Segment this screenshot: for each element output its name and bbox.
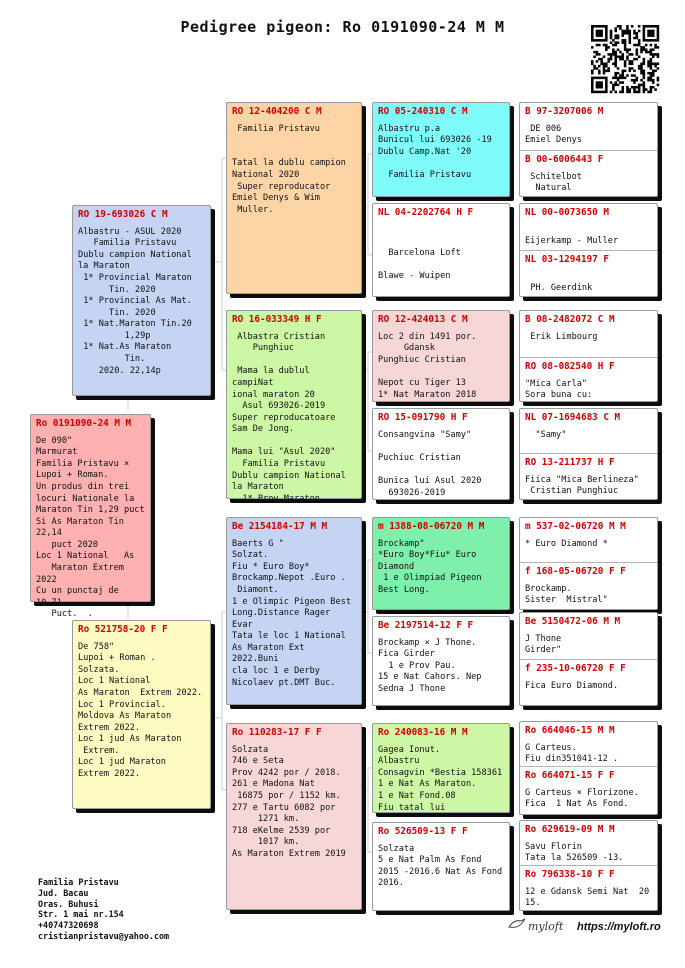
pigeon-notes: Savu Florin Tata la 526509 -13. [525,841,624,864]
gen4-card[interactable] [372,822,510,911]
owner-contact [38,877,169,942]
pigeon-notes: Albastru p.a Bunicul lui 693026 -19 Dublu Camp.Nat '20 Familia Pristavu [378,123,492,180]
owner-name: Familia Pristavu [38,877,119,887]
grandsire-maternal-card[interactable] [226,517,362,705]
pigeon-notes: G Carteus. Fiu din351041-12 . [525,742,619,765]
pigeon-notes: DE 006 Emiel Denys [525,123,582,146]
owner-email[interactable]: cristianpristavu@yahoo.com [38,930,170,941]
ring-number: Be 2154184-17 M M [232,521,328,532]
ring-number: NL 03-1294197 F [525,254,609,265]
gen5-sire [520,409,657,453]
gen5-dam [520,562,657,611]
pigeon-notes: Schitelbot Natural [530,171,582,194]
ring-number: B 97-3207006 M [525,106,604,117]
gen5-dam [520,659,657,707]
ring-number: RO 16-033349 H F [232,314,322,325]
gen5-dam [520,357,657,403]
ring-number: Ro 664046-15 M M [525,725,615,736]
ring-number: Ro 796338-10 F F [525,869,615,880]
granddam-maternal-card[interactable] [226,723,362,910]
pigeon-notes: Eijerkamp - Muller [525,236,619,247]
pigeon-notes: Barcelona Loft Blawe - Wuipen [378,247,461,281]
ring-number: B 08-2482072 C M [525,314,615,325]
ring-number: f 235-10-06720 F F [525,663,626,674]
pigeon-notes: Familia Pristavu Tatal la dublu campion National 2020 Super reproducator Emiel Denys & Wim Muller. [232,123,346,215]
gen4-card[interactable] [372,310,510,402]
gen5-dam [520,453,657,501]
gen5-sire [520,722,657,766]
pigeon-notes: Albastra Cristian Punghiuc Mama la dublul campiNat ional maraton 20 Asul 693026-2019 Super reproducatoare Sam De Jong. Mama lui "Asul 2020" Familia Pristavu Dublu campion National la Maraton 1* Prov.Maraton [232,331,346,504]
pigeon-notes: "Samy" [525,429,567,440]
gen5-pair-card[interactable] [519,721,658,815]
ring-number: RO 12-404200 C M [232,106,322,117]
gen5-dam [520,865,657,912]
ring-number: NL 04-2202764 H F [378,207,474,218]
pigeon-notes: Fica Euro Diamond. [525,680,619,691]
grandsire-paternal-card[interactable] [226,102,362,294]
pigeon-icon [508,918,526,933]
ring-number: Ro 110283-17 F F [232,727,322,738]
gen5-pair-card[interactable] [519,612,658,706]
ring-number: m 1388-08-06720 M M [378,521,485,532]
pigeon-notes: Brockamp. Sister Mistral" [525,583,608,606]
ring-number: Be 2197514-12 F F [378,620,474,631]
pigeon-notes: "Mica Carla" Sora buna cu: [525,378,593,401]
gen5-sire [520,613,657,659]
pigeon-notes: De 090" Marmurat Familia Pristavu × Lupoi + Roman. Un produs din trei locuri Nationale la Maraton Tin 1,29 puct Si As Maraton Tin 22,14 puct 2020 Loc 1 National As Maraton Extrem 2022 Cu un punctaj de 10,71 Puct. . [36,435,145,620]
gen5-sire [520,103,657,150]
gen5-sire [520,821,657,865]
gen5-pair-card[interactable] [519,820,658,911]
gen5-dam [520,250,657,298]
page-title: Pedigree pigeon: Ro 0191090-24 M M [180,18,505,36]
ring-number: RO 15-091790 H F [378,412,468,423]
gen5-sire [520,204,657,250]
ring-number: Ro 629619-09 M M [525,824,615,835]
granddam-paternal-card[interactable] [226,310,362,504]
pigeon-notes: Brockamp × J Thone. Fica Girder 1 e Prov Pau. 15 e Nat Cahors. Nep Sedna J Thone [378,637,482,694]
ring-number: m 537-02-06720 M M [525,521,626,532]
pigeon-notes: PH. Geerdink [530,283,593,294]
pigeon-notes: Fiica "Mica Berlineza" Cristian Punghiuc [525,474,639,497]
ring-number: Ro 664071-15 F F [525,770,615,781]
gen5-pair-card[interactable] [519,203,658,297]
pigeon-notes: Solzata 5 e Nat Palm As Fond 2015 -2016.6 Nat As Fond 2016. [378,843,503,889]
ring-number: B 00-6006443 F [525,154,604,165]
gen4-card[interactable] [372,723,510,813]
owner-city: Oras. Buhusi [38,898,99,909]
ring-number: Ro 526509-13 F F [378,826,468,837]
gen5-pair-card[interactable] [519,408,658,500]
brand-logo [508,918,563,933]
website-link[interactable]: https://myloft.ro [577,921,661,933]
gen5-sire [520,311,657,357]
pigeon-notes: Consangvina "Samy" Puchiuc Cristian Bunica lui Asul 2020 693026-2019 [378,429,482,498]
dam-card[interactable] [72,620,211,809]
pigeon-notes: * Euro Diamond * [525,538,608,549]
pigeon-notes: Erik Limbourg [525,331,598,342]
gen5-dam [520,766,657,816]
ring-number: NL 00-0073650 M [525,207,609,218]
ring-number: RO 08-082540 H F [525,361,615,372]
gen4-card[interactable] [372,408,510,500]
pigeon-notes: Loc 2 din 1491 por. Gdansk Punghiuc Cristian Nepot cu Tiger 13 1* Nat Maraton 2018 [378,331,477,400]
pigeon-notes: Brockamp" *Euro Boy*Fiu* Euro Diamond 1 e Olimpiad Pigeon Best Long. [378,538,482,595]
ring-number: RO 05-240310 C M [378,106,468,117]
pigeon-notes: Albastru - ASUL 2020 Familia Pristavu Dublu campion National la Maraton 1* Provincial Maraton Tin. 2020 1* Provincial As Mat. Tin. 2020 1* Nat.Maraton Tin.20 1,29p 1* Nat.As Maraton Tin. 2020. 22,14p [78,226,192,376]
ring-number: f 168-05-06720 F F [525,566,626,577]
gen4-card[interactable] [372,102,510,197]
gen5-sire [520,518,657,562]
pigeon-notes: J Thone Girder" [525,633,562,656]
gen5-pair-card[interactable] [519,102,658,197]
sire-card[interactable] [72,205,211,396]
ring-number: NL 07-1694683 C M [525,412,621,423]
pigeon-notes: Gagea Ionut. Albastru Consagvin *Bestia 158361 1 e Nat As Maraton. 1 e Nat Fond.08 Fiu tatal lui [378,744,503,813]
owner-phone: +40747320698 [38,920,99,930]
pigeon-notes: De 758" Lupoi + Roman . Solzata. Loc 1 National As Maraton Extrem 2022. Loc 1 Provincial. Moldova As Maraton Extrem 2022. Loc 1 jud As Maraton Extrem. Loc 1 jud Maraton Extrem 2022. [78,641,203,780]
gen4-card[interactable] [372,203,510,297]
ring-number: Ro 521758-20 F F [78,624,168,635]
ring-number: Ro 0191090-24 M M [36,418,132,429]
pigeon-notes: Baerts G " Solzat. Fiu * Euro Boy* Brockamp.Nepot .Euro . Diamont. 1 e Olimpic Pigeon Best Long.Distance Rager Evar Tata le loc 1 National As Maraton Ext 2022.Buni cla loc 1 e Derby Nicolaev pt.DMT Buc. [232,538,351,688]
ring-number: Be 5150472-06 M M [525,616,621,627]
owner-county: Jud. Bacau [38,887,89,898]
ring-number: RO 12-424013 C M [378,314,468,325]
ring-number: Ro 240083-16 M M [378,727,468,738]
gen5-pair-card[interactable] [519,517,658,610]
pigeon-notes: 12 e Gdansk Semi Nat 20 15. [525,886,650,909]
pedigree-subject-card[interactable] [30,414,151,620]
gen4-card[interactable] [372,616,510,706]
ring-number: RO 13-211737 H F [525,457,615,468]
brand-name: myloft [528,920,564,933]
owner-street: Str. 1 mai nr.154 [38,909,124,920]
pigeon-notes: Solzata 746 e Seta Prov 4242 por / 2018. 261 e Madona Nat 16875 por / 1152 km. 277 e Tartu 6082 por 1271 km. 718 eKelme 2539 por 1017 km. As Maraton Extrem 2019 [232,744,346,859]
pigeon-notes: G Carteus × Florizone. Fica 1 Nat As Fond. [525,787,639,810]
gen5-dam [520,150,657,198]
gen4-card[interactable] [372,517,510,610]
ring-number: RO 19-693026 C M [78,209,168,220]
gen5-pair-card[interactable] [519,310,658,402]
